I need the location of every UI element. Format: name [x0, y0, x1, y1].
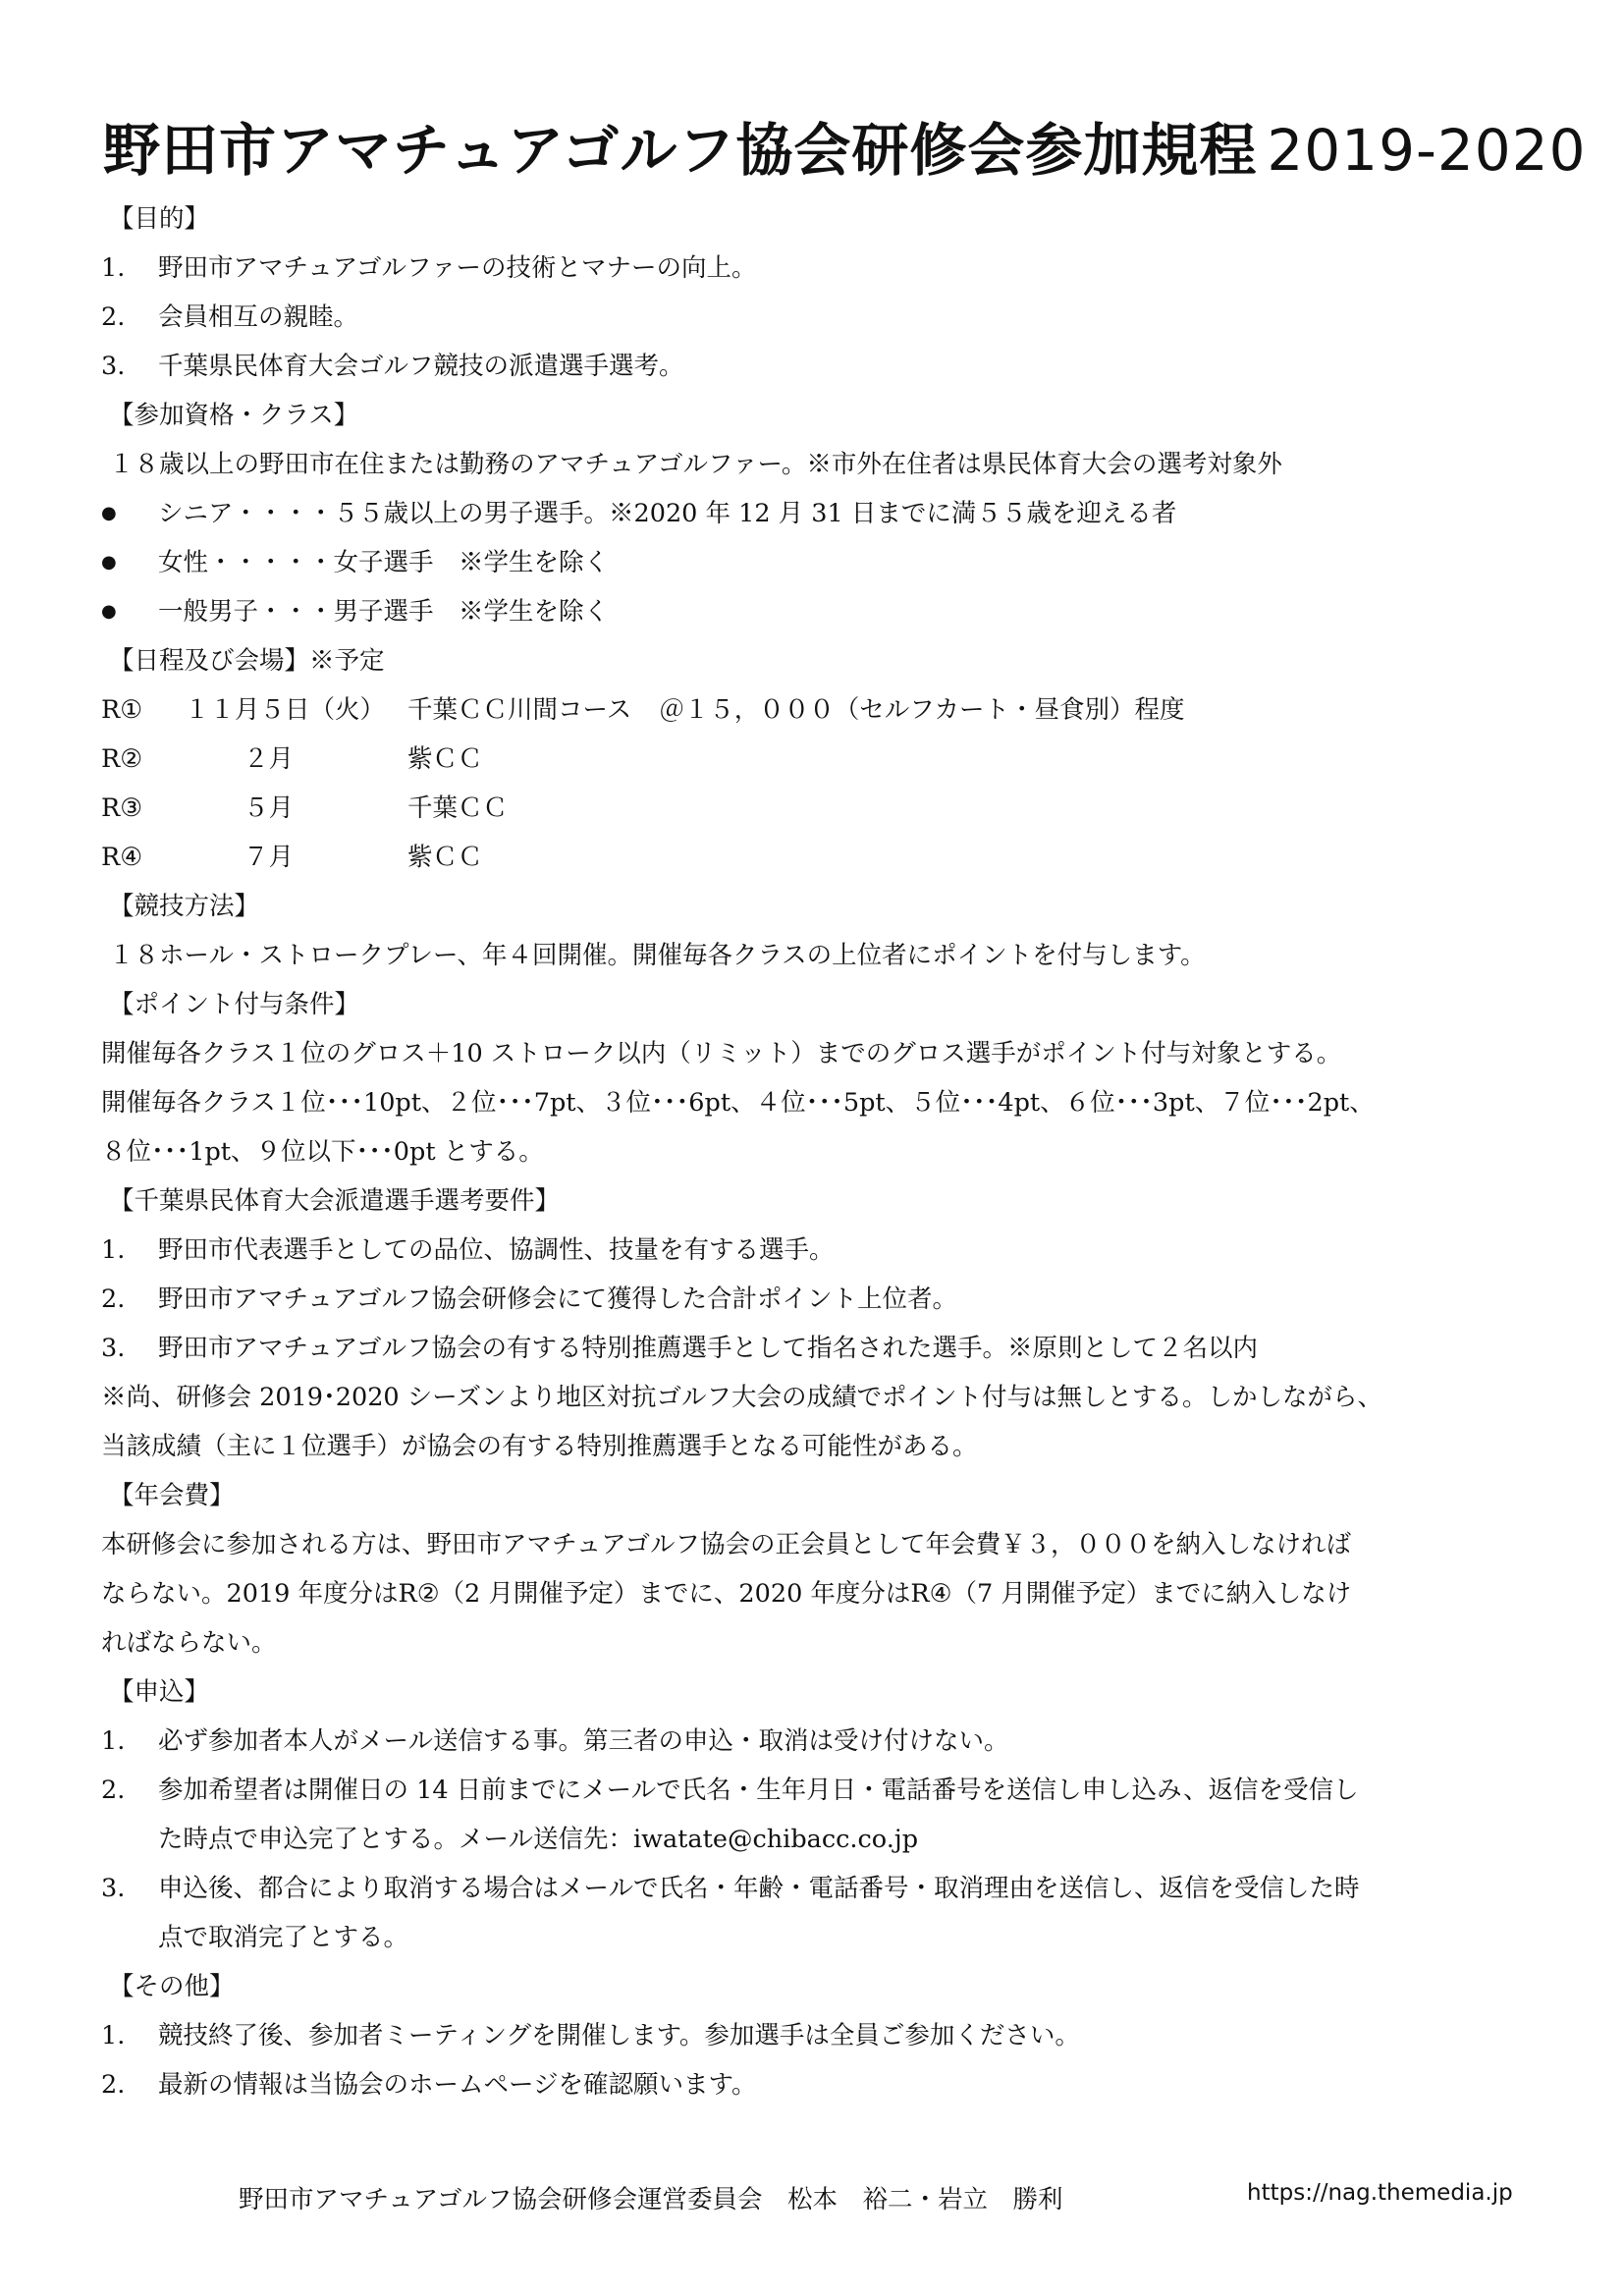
purpose-item	[101, 293, 1535, 342]
selection-note: 当該成績（主に１位選手）が協会の有する特別推薦選手となる可能性がある。	[101, 1432, 978, 1461]
schedule-row	[101, 784, 1535, 833]
round-label: R④	[101, 843, 143, 872]
purpose-item	[101, 342, 1535, 391]
bullet-icon: ●	[101, 552, 117, 573]
item-text: 会員相互の親睦。	[158, 302, 359, 332]
item-text: 野田市アマチュアゴルフ協会研修会にて獲得した合計ポイント上位者。	[158, 1285, 957, 1314]
item-text: 参加希望者は開催日の 14 日前までにメールで氏名・生年月日・電話番号を送信し申し込み、返信を受信し	[158, 1776, 1359, 1805]
schedule-heading: 【日程及び会場】※予定	[109, 646, 385, 676]
application-item	[101, 1864, 1535, 1913]
selection-note: ※尚、研修会 2019･2020 シーズンより地区対抗ゴルフ大会の成績でポイント付与は無しとする。しかしながら、	[101, 1383, 1382, 1412]
bullet-icon: ●	[101, 601, 117, 622]
document-title	[103, 104, 1587, 187]
purpose-item	[101, 244, 1535, 293]
application-item-continued	[101, 1913, 1535, 1962]
item-text: 千葉県民体育大会ゴルフ競技の派遣選手選考。	[158, 352, 684, 381]
committee-signature: 野田市アマチュアゴルフ協会研修会運営委員会 松本 裕二・岩立 勝利	[239, 2185, 1063, 2214]
item-number: 2.	[101, 1776, 126, 1805]
title-main: 野田市アマチュアゴルフ協会研修会参加規程	[103, 117, 1258, 184]
fee-text: 本研修会に参加される方は、野田市アマチュアゴルフ協会の正会員として年会費￥３，０００を納入しなければ	[101, 1530, 1351, 1559]
selection-item	[101, 1226, 1535, 1275]
eligibility-heading: 【参加資格・クラス】	[109, 401, 359, 430]
item-number: 2.	[101, 302, 126, 332]
schedule-row	[101, 735, 1535, 784]
method-heading: 【競技方法】	[109, 892, 260, 921]
round-date: ７月	[244, 843, 295, 872]
round-venue: 紫ＣＣ	[407, 744, 483, 774]
item-number: 1.	[101, 253, 126, 283]
round-date: ２月	[244, 744, 295, 774]
item-number: 3.	[101, 1334, 126, 1363]
document-body	[101, 194, 1535, 2109]
item-text: 野田市アマチュアゴルファーの技術とマナーの向上。	[158, 253, 757, 283]
schedule-row	[101, 685, 1535, 735]
class-item	[101, 538, 1535, 587]
footer	[239, 2180, 1513, 2215]
application-item	[101, 1766, 1535, 1815]
homepage-url: https://nag.themedia.jp	[1247, 2180, 1513, 2206]
item-number: 2.	[101, 2070, 126, 2100]
item-text: 必ず参加者本人がメール送信する事。第三者の申込・取消は受け付けない。	[158, 1726, 1009, 1756]
round-venue: 千葉ＣＣ	[407, 793, 509, 823]
points-text: ８位･･･1pt、９位以下･･･0pt とする。	[101, 1137, 544, 1167]
item-text: 申込後、都合により取消する場合はメールで氏名・年齢・電話番号・取消理由を送信し、返信を受信した時	[158, 1874, 1360, 1903]
points-text: 開催毎各クラス１位のグロス＋10 ストローク以内（リミット）までのグロス選手がポイント付与対象とする。	[101, 1039, 1342, 1068]
item-number: 3.	[101, 1874, 126, 1903]
item-text: 競技終了後、参加者ミーティングを開催します。参加選手は全員ご参加ください。	[158, 2021, 1080, 2050]
item-number: 2.	[101, 1285, 126, 1314]
round-venue: 千葉ＣＣ川間コース	[407, 695, 632, 725]
title-year: 2019-2020	[1267, 117, 1587, 184]
round-label: R②	[101, 744, 143, 774]
fee-text: ればならない。	[101, 1628, 277, 1658]
selection-heading: 【千葉県民体育大会派遣選手選考要件】	[109, 1186, 561, 1216]
selection-item	[101, 1275, 1535, 1324]
item-text: 点で取消完了とする。	[158, 1923, 409, 1952]
round-date: ５月	[244, 793, 295, 823]
fee-text: ならない。2019 年度分はR②（2 月開催予定）までに、2020 年度分はR④（7 月開催予定）までに納入しなけ	[101, 1579, 1352, 1609]
item-text: 野田市アマチュアゴルフ協会の有する特別推薦選手として指名された選手。※原則として２名以内	[158, 1334, 1258, 1363]
other-item	[101, 2011, 1535, 2060]
points-heading: 【ポイント付与条件】	[109, 990, 360, 1019]
application-heading: 【申込】	[109, 1677, 210, 1707]
item-number: 3.	[101, 352, 126, 381]
other-item	[101, 2060, 1535, 2109]
round-date: １１月５日（火）	[185, 695, 386, 725]
purpose-heading: 【目的】	[109, 204, 210, 234]
class-text: 女性・・・・・女子選手 ※学生を除く	[158, 548, 610, 577]
points-text: 開催毎各クラス１位･･･10pt、２位･･･7pt、３位･･･6pt、４位･･･5pt、５位･･･4pt、６位･･･3pt、７位･･･2pt、	[101, 1088, 1375, 1118]
method-text: １８ホール・ストロークプレー、年４回開催。開催毎各クラスの上位者にポイントを付与します。	[109, 941, 1206, 970]
item-number: 1.	[101, 1726, 126, 1756]
round-label: R③	[101, 793, 143, 823]
item-number: 1.	[101, 2021, 126, 2050]
class-text: 一般男子・・・男子選手 ※学生を除く	[158, 597, 610, 627]
round-label: R①	[101, 695, 143, 725]
fee-heading: 【年会費】	[109, 1481, 235, 1510]
item-text: た時点で申込完了とする。メール送信先：iwatate@chibacc.co.jp	[158, 1825, 919, 1854]
class-item	[101, 587, 1535, 636]
class-item	[101, 489, 1535, 538]
class-text: シニア・・・・５５歳以上の男子選手。※2020 年 12 月 31 日までに満５５歳を迎える者	[158, 499, 1177, 528]
selection-item	[101, 1324, 1535, 1373]
other-heading: 【その他】	[109, 1972, 235, 2001]
round-note: ＠１５，０００（セルフカート・昼食別）程度	[659, 695, 1185, 725]
round-venue: 紫ＣＣ	[407, 843, 483, 872]
application-item-continued	[101, 1815, 1535, 1864]
bullet-icon: ●	[101, 503, 117, 523]
schedule-row	[101, 833, 1535, 882]
eligibility-text: １８歳以上の野田市在住または勤務のアマチュアゴルファー。※市外在住者は県民体育大会の選考対象外	[109, 450, 1282, 479]
item-text: 最新の情報は当協会のホームページを確認願います。	[158, 2070, 757, 2100]
item-number: 1.	[101, 1235, 126, 1265]
item-text: 野田市代表選手としての品位、協調性、技量を有する選手。	[158, 1235, 835, 1265]
application-item	[101, 1717, 1535, 1766]
